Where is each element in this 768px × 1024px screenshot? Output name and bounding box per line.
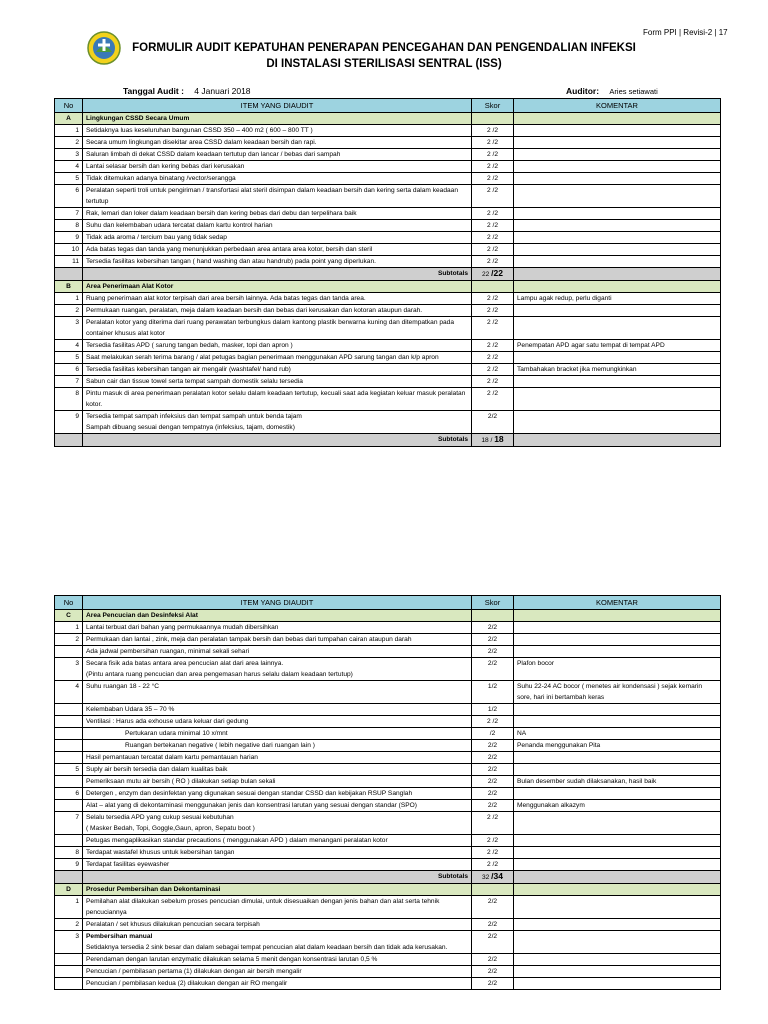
row-skor: 2/2 <box>472 752 514 764</box>
row-number: 2 <box>55 919 83 931</box>
subtotal-label: Subtotals <box>83 434 472 447</box>
subtotal-score: 32 <box>481 874 490 881</box>
row-number <box>55 646 83 658</box>
subtotal-skor <box>472 434 514 447</box>
subtotal-max: /34 <box>491 871 503 881</box>
section-letter: B <box>55 281 83 293</box>
row-number: 6 <box>55 788 83 800</box>
row-number <box>55 704 83 716</box>
row-number: 8 <box>55 220 83 232</box>
table-row <box>55 859 721 871</box>
row-number: 2 <box>55 634 83 646</box>
audit-date-value: 4 Januari 2018 <box>194 86 251 96</box>
row-skor: 2/2 <box>472 764 514 776</box>
row-number: 5 <box>55 764 83 776</box>
table-row <box>55 681 721 704</box>
table-row <box>55 622 721 634</box>
row-skor: 2 /2 <box>472 388 514 411</box>
row-komentar: Tambahakan bracket jika memungkinkan <box>514 364 721 376</box>
row-komentar <box>514 232 721 244</box>
table-row <box>55 658 721 681</box>
row-komentar: NA <box>514 728 721 740</box>
col-header-komentar: KOMENTAR <box>514 596 721 610</box>
row-item: Pertukaran udara minimal 10 x/mnt <box>83 728 472 740</box>
table-row <box>55 835 721 847</box>
row-number: 9 <box>55 232 83 244</box>
row-skor: 2/2 <box>472 646 514 658</box>
table-row <box>55 208 721 220</box>
col-header-item: ITEM YANG DIAUDIT <box>83 99 472 113</box>
row-number: 6 <box>55 364 83 376</box>
section-komentar-empty <box>514 113 721 125</box>
row-komentar <box>514 256 721 268</box>
table-row <box>55 317 721 340</box>
row-skor: 2 /2 <box>472 125 514 137</box>
table-row <box>55 978 721 990</box>
row-skor: 2/2 <box>472 978 514 990</box>
row-komentar <box>514 812 721 835</box>
table-row <box>55 812 721 835</box>
row-item: Terdapat fasilitas eyewasher <box>83 859 472 871</box>
section-komentar-empty <box>514 884 721 896</box>
subtotal-label: Subtotals <box>83 268 472 281</box>
row-number: 8 <box>55 847 83 859</box>
row-komentar <box>514 835 721 847</box>
row-item-heading: Pembersihan manual <box>86 933 153 940</box>
row-number <box>55 776 83 788</box>
section-skor-empty <box>472 610 514 622</box>
table-row <box>55 232 721 244</box>
table-row <box>55 125 721 137</box>
row-komentar <box>514 208 721 220</box>
row-item: Ruangan bertekanan negative ( lebih negative dari ruangan lain ) <box>83 740 472 752</box>
row-item: Tersedia fasilitas kebersihan tangan ( hand washing dan atau handrub) pada point yang diperlukan. <box>83 256 472 268</box>
table-row <box>55 364 721 376</box>
row-skor: 2 /2 <box>472 305 514 317</box>
table-row <box>55 388 721 411</box>
row-item: Setidaknya luas keseluruhan bangunan CSSD 350 – 400 m2 ( 600 – 800 TT ) <box>83 125 472 137</box>
subtotal-row <box>55 434 721 447</box>
row-item: Saat melakukan serah terima barang / alat petugas bagian penerimaan menggunakan APD sarung tangan dan k/p apron <box>83 352 472 364</box>
row-skor: 2/2 <box>472 411 514 434</box>
row-item: Terdapat wastafel khusus untuk kebersihan tangan <box>83 847 472 859</box>
row-number: 10 <box>55 244 83 256</box>
row-number: 5 <box>55 352 83 364</box>
row-skor: 2 /2 <box>472 340 514 352</box>
row-komentar: Suhu 22-24 AC bocor ( menetes air kondensasi ) sejak kemarin sore, hari ini bertambah keras <box>514 681 721 704</box>
row-number: 4 <box>55 681 83 704</box>
row-item: Ada batas tegas dan tanda yang menunjukkan perbedaan area antara area kotor, bersih dan steril <box>83 244 472 256</box>
row-komentar <box>514 704 721 716</box>
row-number: 4 <box>55 340 83 352</box>
table-row <box>55 919 721 931</box>
section-komentar-empty <box>514 610 721 622</box>
row-number: 9 <box>55 411 83 434</box>
row-number: 4 <box>55 161 83 173</box>
row-skor: 2/2 <box>472 800 514 812</box>
row-komentar <box>514 919 721 931</box>
col-header-komentar: KOMENTAR <box>514 99 721 113</box>
row-komentar: Bulan desember sudah dilaksanakan, hasil baik <box>514 776 721 788</box>
row-item: Tidak ditemukan adanya binatang /vector/serangga <box>83 173 472 185</box>
row-skor: 2/2 <box>472 740 514 752</box>
row-komentar <box>514 305 721 317</box>
row-item: Suhu dan kelembaban udara tercatat dalam kartu kontrol harian <box>83 220 472 232</box>
table-row <box>55 896 721 919</box>
row-komentar <box>514 978 721 990</box>
row-item: Suhu ruangan 18 - 22 °C <box>83 681 472 704</box>
row-number: 3 <box>55 317 83 340</box>
row-komentar <box>514 137 721 149</box>
row-item: Permukaan dan lantai , zink, meja dan peralatan tampak bersih dan bebas dari tumpahan cairan ataupun darah <box>83 634 472 646</box>
row-skor: 2 /2 <box>472 364 514 376</box>
table-row <box>55 740 721 752</box>
row-komentar <box>514 788 721 800</box>
row-item: Peralatan / set khusus dilakukan pencucian secara terpisah <box>83 919 472 931</box>
row-item: Tersedia tempat sampah infeksius dan tempat sampah untuk benda tajam Sampah dibuang sesuai dengan tempatnya (infeksius, tajam, domestik) <box>83 411 472 434</box>
section-title: Prosedur Pembersihan dan Dekontaminasi <box>83 884 472 896</box>
row-komentar <box>514 149 721 161</box>
row-number: 3 <box>55 658 83 681</box>
row-komentar <box>514 125 721 137</box>
subtotal-komentar-empty <box>514 434 721 447</box>
row-item: Ruang penerimaan alat kotor terpisah dari area bersih lainnya. Ada batas tegas dan tanda area. <box>83 293 472 305</box>
row-komentar <box>514 931 721 954</box>
row-komentar <box>514 966 721 978</box>
table-row <box>55 137 721 149</box>
row-number: 9 <box>55 859 83 871</box>
audit-date <box>123 86 251 96</box>
row-number: 1 <box>55 293 83 305</box>
row-number: 3 <box>55 149 83 161</box>
row-number: 1 <box>55 896 83 919</box>
col-header-item: ITEM YANG DIAUDIT <box>83 596 472 610</box>
section-row <box>55 884 721 896</box>
row-number: 1 <box>55 125 83 137</box>
row-skor: 2 /2 <box>472 859 514 871</box>
subtotal-max: /22 <box>491 268 503 278</box>
auditor-label: Auditor: <box>566 86 600 96</box>
row-skor: 2 /2 <box>472 716 514 728</box>
section-letter: D <box>55 884 83 896</box>
row-item: Lantai selasar bersih dan kering bebas dari kerusakan <box>83 161 472 173</box>
row-skor: 2 /2 <box>472 376 514 388</box>
row-komentar <box>514 634 721 646</box>
row-komentar: Menggunakan alkazym <box>514 800 721 812</box>
row-skor: 2/2 <box>472 919 514 931</box>
table-row <box>55 244 721 256</box>
row-skor: 1/2 <box>472 681 514 704</box>
section-letter: A <box>55 113 83 125</box>
row-komentar <box>514 859 721 871</box>
table-row <box>55 340 721 352</box>
title-line-2: DI INSTALASI STERILISASI SENTRAL (ISS) <box>266 58 502 70</box>
row-number <box>55 966 83 978</box>
row-komentar <box>514 173 721 185</box>
section-row <box>55 281 721 293</box>
table-row <box>55 256 721 268</box>
row-item: Pintu masuk di area penerimaan peralatan kotor selalu dalam keadaan tertutup, kecuali saat ada kegiatan keluar masuk peralatan kotor. <box>83 388 472 411</box>
subtotal-label: Subtotals <box>83 871 472 884</box>
subtotal-komentar-empty <box>514 268 721 281</box>
row-number <box>55 800 83 812</box>
document-title <box>0 40 768 72</box>
section-row <box>55 610 721 622</box>
col-header-skor: Skor <box>472 99 514 113</box>
row-number <box>55 716 83 728</box>
subtotal-score: 22 <box>481 271 490 278</box>
row-komentar <box>514 764 721 776</box>
section-skor-empty <box>472 113 514 125</box>
row-item: Tersedia fasilitas kebersihan tangan air mengalir (washtafel/ hand rub) <box>83 364 472 376</box>
row-item: Hasil pemantauan tercatat dalam kartu pemantauan harian <box>83 752 472 764</box>
table-row <box>55 376 721 388</box>
table-row <box>55 185 721 208</box>
row-number: 2 <box>55 305 83 317</box>
row-komentar: Penempatan APD agar satu tempat di tempat APD <box>514 340 721 352</box>
row-skor: 2/2 <box>472 931 514 954</box>
row-number: 5 <box>55 173 83 185</box>
row-skor: 2 /2 <box>472 352 514 364</box>
row-komentar <box>514 752 721 764</box>
row-number: 7 <box>55 208 83 220</box>
row-item: Pencucian / pembilasan kedua (2) dilakukan dengan air RO mengalir <box>83 978 472 990</box>
row-skor: 2 /2 <box>472 137 514 149</box>
row-number <box>55 835 83 847</box>
audit-table-2 <box>54 595 721 990</box>
row-skor: 2/2 <box>472 788 514 800</box>
table-row <box>55 173 721 185</box>
row-skor: /2 <box>472 728 514 740</box>
section-skor-empty <box>472 884 514 896</box>
row-skor: 2 /2 <box>472 317 514 340</box>
row-komentar <box>514 376 721 388</box>
row-komentar <box>514 954 721 966</box>
table-row <box>55 800 721 812</box>
table-row <box>55 704 721 716</box>
row-item: Tidak ada aroma / tercium bau yang tidak sedap <box>83 232 472 244</box>
row-skor: 2 /2 <box>472 812 514 835</box>
subtotal-no-empty <box>55 871 83 884</box>
row-number: 2 <box>55 137 83 149</box>
row-item: Detergen , enzym dan desinfektan yang digunakan sesuai dengan standar CSSD dan kebijakan RSUP Sanglah <box>83 788 472 800</box>
row-item: Sabun cair dan tissue towel serta tempat sampah domestik selalu tersedia <box>83 376 472 388</box>
row-item: Lantai terbuat dari bahan yang permukaannya mudah dibersihkan <box>83 622 472 634</box>
row-komentar <box>514 622 721 634</box>
row-skor: 1/2 <box>472 704 514 716</box>
subtotal-score: 18 / <box>481 437 493 444</box>
row-item: Secara fisik ada batas antara area pencucian alat dari area lainnya. (Pintu antara ruang pencucian dan area pengemasan harus selalu dalam keadaan tertutup) <box>83 658 472 681</box>
row-komentar <box>514 317 721 340</box>
row-komentar <box>514 352 721 364</box>
row-item: Pembersihan manual Setidaknya tersedia 2 sink besar dan dalam sebagai tempat pencucian alat dalam keadaan bersih dan tidak ada kerusakan. <box>83 931 472 954</box>
row-skor: 2 /2 <box>472 161 514 173</box>
row-skor: 2/2 <box>472 896 514 919</box>
row-item: Kelembaban Udara 35 – 70 % <box>83 704 472 716</box>
section-title: Area Penerimaan Alat Kotor <box>83 281 472 293</box>
section-title: Lingkungan CSSD Secara Umum <box>83 113 472 125</box>
auditor <box>566 86 658 96</box>
row-number <box>55 954 83 966</box>
table-row <box>55 788 721 800</box>
row-komentar <box>514 185 721 208</box>
row-skor: 2 /2 <box>472 232 514 244</box>
row-item: Peralatan kotor yang diterima dari ruang perawatan terbungkus dalam kantong plastik berwarna kuning dan ditempatkan pada container khusus alat kotor <box>83 317 472 340</box>
row-komentar: Penanda menggunakan Pita <box>514 740 721 752</box>
form-code: Form PPI | Revisi-2 | 17 <box>643 28 728 37</box>
row-skor: 2/2 <box>472 658 514 681</box>
table-row <box>55 149 721 161</box>
row-number <box>55 752 83 764</box>
row-item: Secara umum lingkungan disekitar area CSSD dalam keadaan bersih dan rapi. <box>83 137 472 149</box>
section-letter: C <box>55 610 83 622</box>
table-row <box>55 776 721 788</box>
row-number: 8 <box>55 388 83 411</box>
row-komentar <box>514 847 721 859</box>
subtotal-skor <box>472 871 514 884</box>
table-row <box>55 931 721 954</box>
row-skor: 2 /2 <box>472 185 514 208</box>
audit-table-1 <box>54 98 721 447</box>
row-komentar <box>514 716 721 728</box>
row-skor: 2 /2 <box>472 220 514 232</box>
table-row <box>55 352 721 364</box>
section-skor-empty <box>472 281 514 293</box>
row-komentar <box>514 646 721 658</box>
table-row <box>55 847 721 859</box>
section-row <box>55 113 721 125</box>
row-number: 7 <box>55 812 83 835</box>
table-row <box>55 411 721 434</box>
audit-date-label: Tanggal Audit : <box>123 86 184 96</box>
row-item: Ventilasi : Harus ada exhouse udara keluar dari gedung <box>83 716 472 728</box>
subtotal-skor <box>472 268 514 281</box>
row-number: 1 <box>55 622 83 634</box>
subtotal-row <box>55 268 721 281</box>
subtotal-komentar-empty <box>514 871 721 884</box>
row-item: Permukaan ruangan, peralatan, meja dalam keadaan bersih dan bebas dari kerusakan dan kotoran ataupun darah. <box>83 305 472 317</box>
row-komentar: Plafon bocor <box>514 658 721 681</box>
table-row <box>55 764 721 776</box>
table-row <box>55 716 721 728</box>
row-number <box>55 978 83 990</box>
table-row <box>55 161 721 173</box>
row-komentar <box>514 411 721 434</box>
row-item: Petugas mengaplikasikan standar precautions ( menggunakan APD ) dalam menangani peralatan kotor <box>83 835 472 847</box>
row-item: Suply air bersih tersedia dan dalam kualitas baik <box>83 764 472 776</box>
section-title: Area Pencucian dan Desinfeksi Alat <box>83 610 472 622</box>
row-item: Pemilahan alat dilakukan sebelum proses pencucian dimulai, untuk disesuaikan dengan jenis bahan dan alat serta tehnik pencuciannya <box>83 896 472 919</box>
row-number: 6 <box>55 185 83 208</box>
row-skor: 2/2 <box>472 966 514 978</box>
row-skor: 2 /2 <box>472 208 514 220</box>
subtotal-row <box>55 871 721 884</box>
title-line-1: FORMULIR AUDIT KEPATUHAN PENERAPAN PENCEGAHAN DAN PENGENDALIAN INFEKSI <box>132 42 636 54</box>
row-number <box>55 728 83 740</box>
row-skor: 2 /2 <box>472 256 514 268</box>
row-number: 3 <box>55 931 83 954</box>
row-number: 11 <box>55 256 83 268</box>
subtotal-no-empty <box>55 434 83 447</box>
table-row <box>55 954 721 966</box>
row-item: Perendaman dengan larutan enzymatic dilakukan selama 5 menit dengan konsentrasi larutan 0,5 % <box>83 954 472 966</box>
row-item: Ada jadwal pembersihan ruangan, minimal sekali sehari <box>83 646 472 658</box>
row-item: Tersedia fasilitas APD ( sarung tangan bedah, masker, topi dan apron ) <box>83 340 472 352</box>
row-skor: 2 /2 <box>472 149 514 161</box>
row-skor: 2 /2 <box>472 847 514 859</box>
table-row <box>55 752 721 764</box>
row-komentar <box>514 220 721 232</box>
row-number: 7 <box>55 376 83 388</box>
row-skor: 2 /2 <box>472 173 514 185</box>
subtotal-no-empty <box>55 268 83 281</box>
row-skor: 2 /2 <box>472 293 514 305</box>
table-row <box>55 966 721 978</box>
row-item: Saluran limbah di dekat CSSD dalam keadaan tertutup dan lancar / bebas dari sampah <box>83 149 472 161</box>
subtotal-max: 18 <box>494 434 504 444</box>
table-row <box>55 305 721 317</box>
row-item: Pemeriksaan mutu air bersih ( RO ) dilakukan setiap bulan sekali <box>83 776 472 788</box>
row-komentar <box>514 388 721 411</box>
auditor-value: Aries setiawati <box>609 87 658 96</box>
section-komentar-empty <box>514 281 721 293</box>
col-header-no: No <box>55 596 83 610</box>
table-row <box>55 646 721 658</box>
row-item: Selalu tersedia APD yang cukup sesuai kebutuhan ( Masker Bedah, Topi, Goggle,Gaun, apron, Sepatu boot ) <box>83 812 472 835</box>
table-row <box>55 634 721 646</box>
row-skor: 2/2 <box>472 776 514 788</box>
row-skor: 2 /2 <box>472 835 514 847</box>
row-skor: 2/2 <box>472 622 514 634</box>
row-komentar <box>514 161 721 173</box>
row-item: Pencucian / pembilasan pertama (1) dilakukan dengan air bersih mengalir <box>83 966 472 978</box>
row-komentar <box>514 896 721 919</box>
row-number <box>55 740 83 752</box>
row-item: Alat – alat yang di dekontaminasi menggunakan jenis dan konsentrasi larutan yang sesuai dengan standar (SPO) <box>83 800 472 812</box>
row-item: Peralatan seperti troli untuk pengiriman / transfortasi alat steril disimpan dalam keadaan bersih dan kering serta dalam keadaan tertutup <box>83 185 472 208</box>
table-row <box>55 728 721 740</box>
row-item: Rak, lemari dan loker dalam keadaan bersih dan kering bebas dari debu dan terpelihara baik <box>83 208 472 220</box>
table-row <box>55 293 721 305</box>
row-komentar: Lampu agak redup, perlu diganti <box>514 293 721 305</box>
row-skor: 2 /2 <box>472 244 514 256</box>
row-skor: 2/2 <box>472 954 514 966</box>
col-header-no: No <box>55 99 83 113</box>
row-komentar <box>514 244 721 256</box>
col-header-skor: Skor <box>472 596 514 610</box>
row-skor: 2/2 <box>472 634 514 646</box>
table-row <box>55 220 721 232</box>
